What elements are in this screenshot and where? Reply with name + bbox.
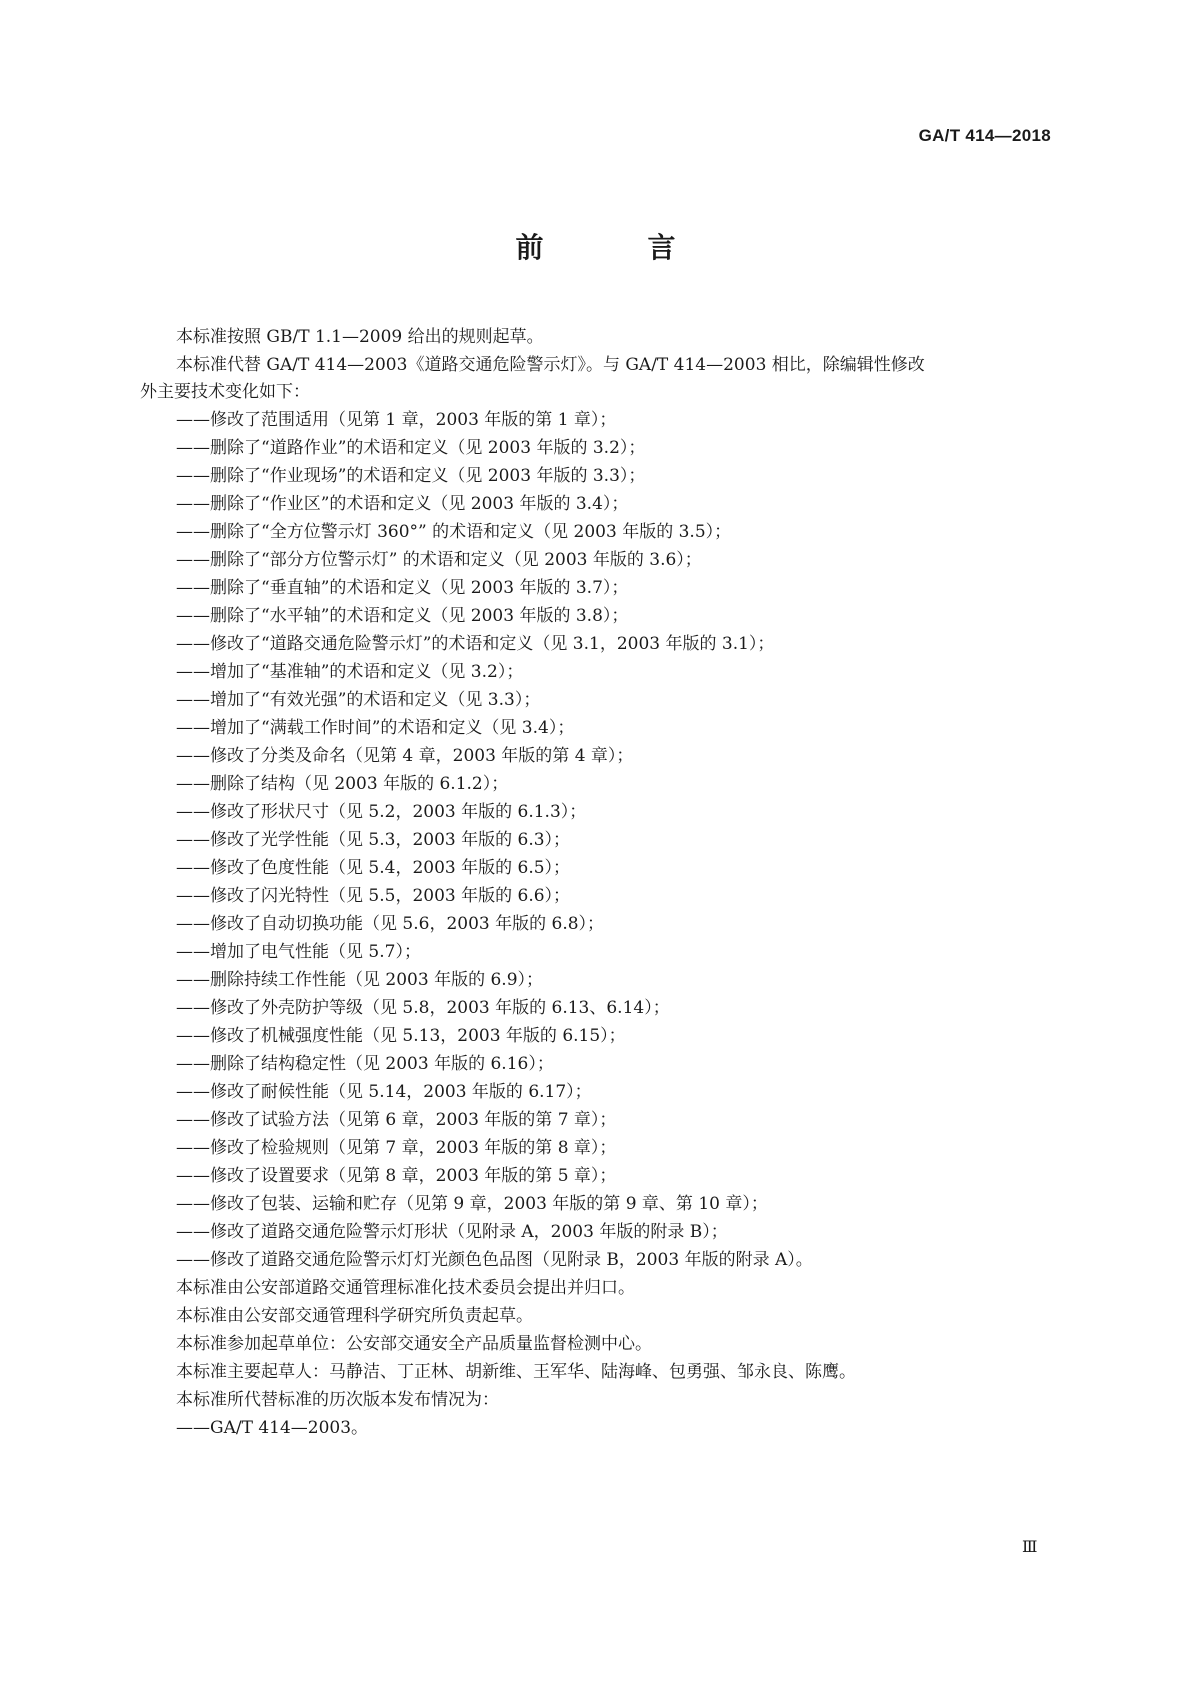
change-item: ——修改了自动切换功能（见 5.6，2003 年版的 6.8）； [176,914,605,934]
previous-version-item: ——GA/T 414—2003。 [176,1418,369,1438]
change-item: ——修改了试验方法（见第 6 章，2003 年版的第 7 章）； [176,1110,617,1130]
paragraph-drafters: 本标准主要起草人：马静洁、丁正林、胡新维、王军华、陆海峰、包勇强、邹永良、陈鹰。 [176,1362,856,1382]
change-item: ——删除了“作业区”的术语和定义（见 2003 年版的 3.4）； [176,494,629,514]
change-item: ——修改了道路交通危险警示灯形状（见附录 A，2003 年版的附录 B）； [176,1222,728,1242]
change-item: ——删除了结构稳定性（见 2003 年版的 6.16）； [176,1054,554,1074]
change-item: ——删除了“全方位警示灯 360°” 的术语和定义（见 2003 年版的 3.5）； [176,522,732,542]
change-item: ——修改了“道路交通危险警示灯”的术语和定义（见 3.1，2003 年版的 3.1）； [176,634,775,654]
paragraph-participants: 本标准参加起草单位：公安部交通安全产品质量监督检测中心。 [176,1334,652,1354]
change-item: ——修改了形状尺寸（见 5.2，2003 年版的 6.1.3）； [176,802,587,822]
change-item: ——修改了闪光特性（见 5.5，2003 年版的 6.6）； [176,886,571,906]
page-title: 前 言 [515,231,714,264]
paragraph-drafted-by: 本标准由公安部交通管理科学研究所负责起草。 [176,1306,533,1326]
standard-code: GA/T 414—2018 [918,126,1051,145]
paragraph-replaces: 本标准代替 GA/T 414—2003《道路交通危险警示灯》。与 GA/T 414—2003 相比，除编辑性修改 [176,355,925,375]
paragraph-history: 本标准所代替标准的历次版本发布情况为： [176,1390,499,1410]
change-item: ——修改了设置要求（见第 8 章，2003 年版的第 5 章）； [176,1166,617,1186]
change-item: ——删除了“作业现场”的术语和定义（见 2003 年版的 3.3）； [176,466,646,486]
change-item: ——删除了“部分方位警示灯” 的术语和定义（见 2003 年版的 3.6）； [176,550,702,570]
change-item: ——修改了耐候性能（见 5.14，2003 年版的 6.17）； [176,1082,592,1102]
change-item: ——修改了光学性能（见 5.3，2003 年版的 6.3）； [176,830,571,850]
change-item: ——修改了外壳防护等级（见 5.8，2003 年版的 6.13、6.14）； [176,998,670,1018]
change-item: ——修改了分类及命名（见第 4 章，2003 年版的第 4 章）； [176,746,634,766]
page-number: Ⅲ [1022,1539,1038,1556]
change-item: ——增加了电气性能（见 5.7）； [176,942,421,962]
change-item: ——修改了机械强度性能（见 5.13，2003 年版的 6.15）； [176,1026,626,1046]
change-item: ——增加了“满载工作时间”的术语和定义（见 3.4）； [176,718,575,738]
change-item: ——删除了“垂直轴”的术语和定义（见 2003 年版的 3.7）； [176,578,629,598]
change-item: ——删除了结构（见 2003 年版的 6.1.2）； [176,774,509,794]
change-item: ——修改了范围适用（见第 1 章，2003 年版的第 1 章）； [176,410,617,430]
paragraph-replaces-cont: 外主要技术变化如下： [140,382,310,402]
change-item: ——修改了色度性能（见 5.4，2003 年版的 6.5）； [176,858,571,878]
paragraph-drafting-rules: 本标准按照 GB/T 1.1—2009 给出的规则起草。 [176,327,544,347]
change-item: ——增加了“基准轴”的术语和定义（见 3.2）； [176,662,524,682]
change-item: ——删除了“水平轴”的术语和定义（见 2003 年版的 3.8）； [176,606,629,626]
change-item: ——删除了“道路作业”的术语和定义（见 2003 年版的 3.2）； [176,438,646,458]
change-item: ——删除持续工作性能（见 2003 年版的 6.9）； [176,970,544,990]
change-item: ——修改了检验规则（见第 7 章，2003 年版的第 8 章）； [176,1138,617,1158]
change-item: ——修改了道路交通危险警示灯灯光颜色色品图（见附录 B，2003 年版的附录 A）。 [176,1250,813,1270]
paragraph-proposed-by: 本标准由公安部道路交通管理标准化技术委员会提出并归口。 [176,1278,635,1298]
change-item: ——修改了包装、运输和贮存（见第 9 章，2003 年版的第 9 章、第 10 章）； [176,1194,768,1214]
change-item: ——增加了“有效光强”的术语和定义（见 3.3）； [176,690,541,710]
